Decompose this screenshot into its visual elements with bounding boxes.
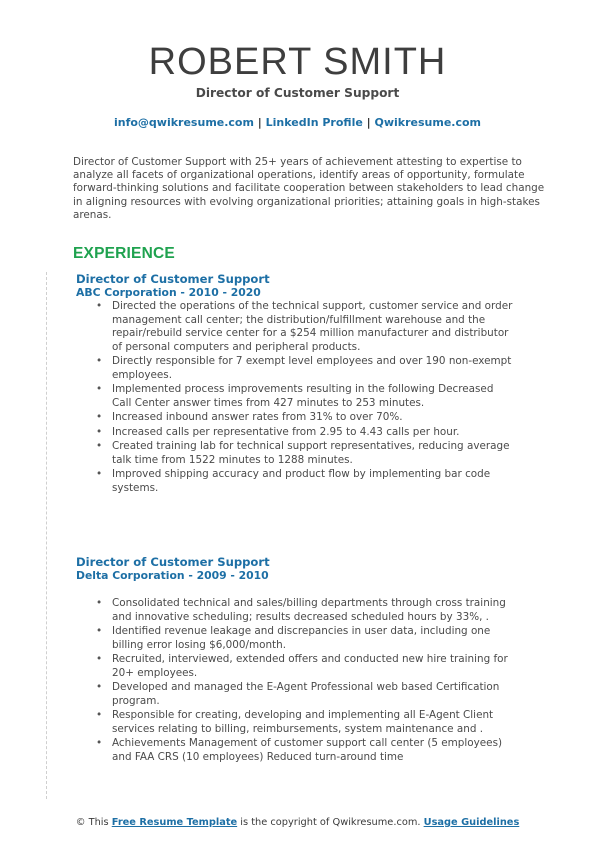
bullet-item: • Developed and managed the E-Agent Professional web based Certification program. <box>96 681 516 708</box>
job-entry <box>76 555 516 765</box>
usage-guidelines-link[interactable]: Usage Guidelines <box>423 817 520 828</box>
contact-separator: | <box>253 116 266 129</box>
resume-header <box>0 40 595 130</box>
job-bullets <box>96 597 516 764</box>
contact-line <box>0 116 595 130</box>
contact-separator: | <box>362 116 375 129</box>
job-company: Delta Corporation - 2009 - 2010 <box>76 569 269 582</box>
bullet-item: • Responsible for creating, developing and implementing all E-Agent Client services relating to billing, reimbursements, system maintenance and . <box>96 709 516 736</box>
footer-prefix: © This <box>75 817 112 828</box>
timeline-divider <box>46 272 47 799</box>
bullet-item: • Directly responsible for 7 exempt level employees and over 190 non-exempt employees. <box>96 355 516 382</box>
footer-middle: is the copyright of Qwikresume.com. <box>237 817 424 828</box>
bullet-item: • Increased inbound answer rates from 31% to over 70%. <box>96 411 516 425</box>
bullet-item: • Consolidated technical and sales/billing departments through cross training and innovative scheduling; results decreased scheduled hours by 33%, . <box>96 597 516 624</box>
job-title: Director of Customer Support <box>76 272 270 286</box>
bullet-item: • Achievements Management of customer support call center (5 employees) and FAA CRS (10 employees) Reduced turn-around time <box>96 737 516 764</box>
bullet-item: • Identified revenue leakage and discrepancies in user data, including one billing error losing $6,000/month. <box>96 625 516 652</box>
job-entry <box>76 272 516 496</box>
bullet-item: • Created training lab for technical support representatives, reducing average talk time from 1522 minutes to 1288 minutes. <box>96 440 516 467</box>
bullet-item: • Directed the operations of the technical support, customer service and order management call center; the distribution/fulfillment warehouse and the repair/rebuild service center for a $254 million manufacturer and distributor of personal computers and peripheral products. <box>96 300 516 354</box>
candidate-role: Director of Customer Support <box>195 86 400 100</box>
linkedin-link[interactable]: LinkedIn Profile <box>265 116 363 129</box>
job-bullets <box>96 300 516 495</box>
bullet-item: • Improved shipping accuracy and product flow by implementing bar code systems. <box>96 468 516 495</box>
experience-heading: EXPERIENCE <box>73 245 175 262</box>
email-link[interactable]: info@qwikresume.com <box>113 116 254 129</box>
bullet-item: • Increased calls per representative from 2.95 to 4.43 calls per hour. <box>96 426 516 440</box>
professional-summary: Director of Customer Support with 25+ years of achievement attesting to expertise to analyze all facets of organizational operations, identify areas of opportunity, formulate forward-thinking solutions and facilitate cooperation between stakeholders to lead change in aligning resources with evolving organizational priorities; attaining goals in high-stakes arenas. <box>73 156 545 221</box>
job-company: ABC Corporation - 2010 - 2020 <box>76 286 261 299</box>
bullet-item: • Implemented process improvements resulting in the following Decreased Call Center answer times from 427 minutes to 253 minutes. <box>96 383 516 410</box>
free-template-link[interactable]: Free Resume Template <box>111 817 238 828</box>
copyright-footer <box>0 817 595 828</box>
candidate-name: ROBERT SMITH <box>148 41 447 83</box>
bullet-item: • Recruited, interviewed, extended offers and conducted new hire training for 20+ employees. <box>96 653 516 680</box>
job-title: Director of Customer Support <box>76 555 270 569</box>
website-link[interactable]: Qwikresume.com <box>374 116 482 129</box>
